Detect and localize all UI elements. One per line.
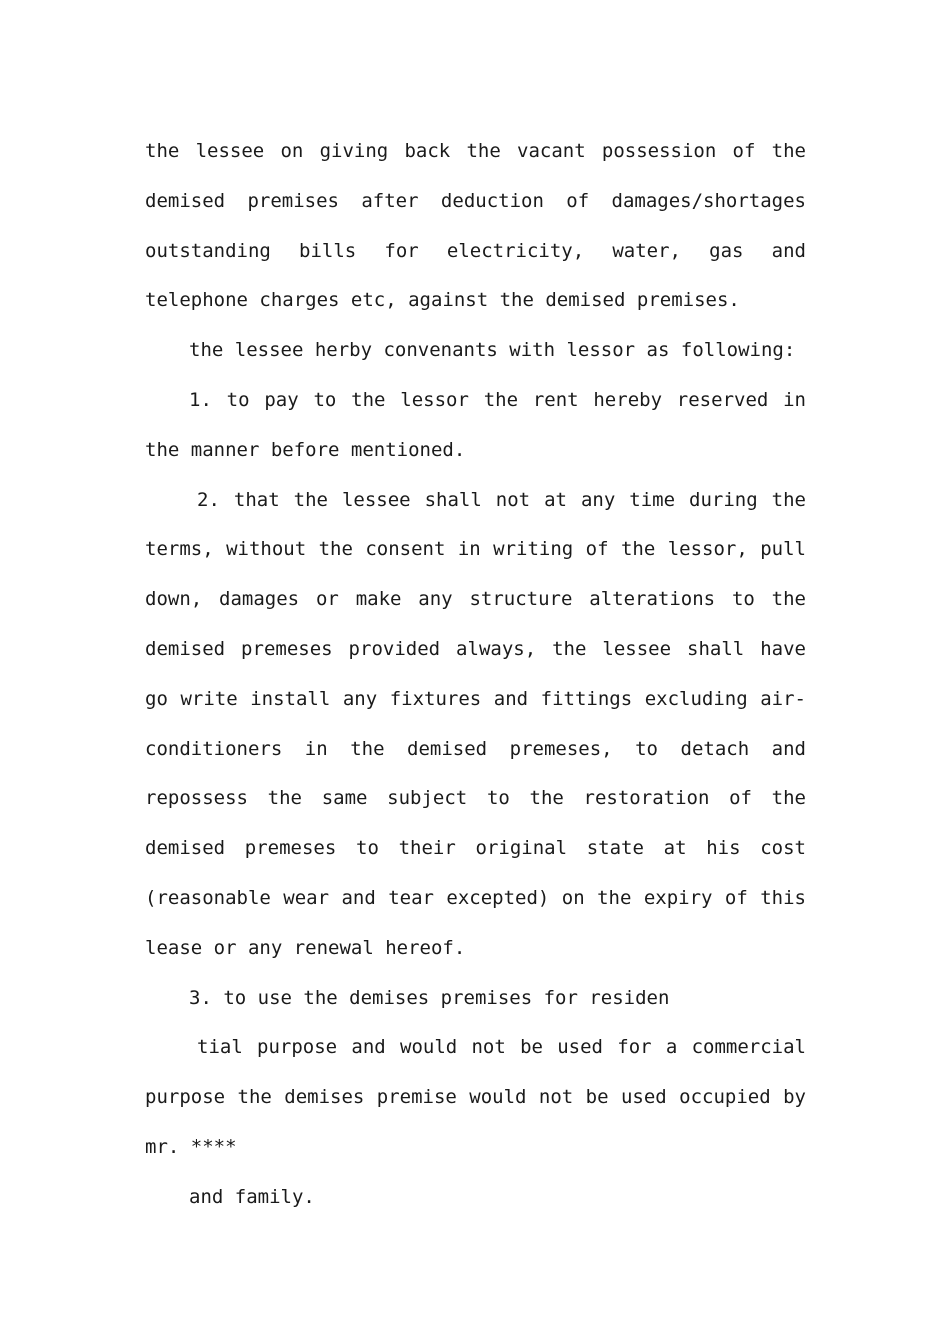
paragraph-deposit-return: the lessee on giving back the vacant possession of the demised premises after deduction of damages/shortages outstanding bills for electricity, water, gas and telephone charges etc, against the demised premises. bbox=[145, 140, 806, 312]
paragraph-closing: and family. bbox=[189, 1185, 315, 1208]
paragraph-clause-3: 3. to use the demises premises for residen bbox=[189, 986, 670, 1009]
paragraph-clause-2: 2. that the lessee shall not at any time during the terms, without the consent in writing of the lessor, pull down, damages or make any structure alterations to the demised premeses provided always, the lessee shall have go write install any fixtures and fittings excluding air-conditioners in the demised premeses, to detach and repossess the same subject to the restoration of the demised premeses to their original state at his cost (reasonable wear and tear excepted) on the expiry of this lease or any renewal hereof. bbox=[145, 488, 806, 959]
paragraph-clause-1: 1. to pay to the lessor the rent hereby reserved in the manner before mentioned. bbox=[145, 388, 806, 461]
document-body bbox=[145, 127, 806, 1223]
paragraph-clause-3-continued: tial purpose and would not be used for a commercial purpose the demises premise would not be used occupied by mr. **** bbox=[145, 1036, 806, 1158]
paragraph-covenants-intro: the lessee herby convenants with lessor as following: bbox=[189, 339, 796, 362]
